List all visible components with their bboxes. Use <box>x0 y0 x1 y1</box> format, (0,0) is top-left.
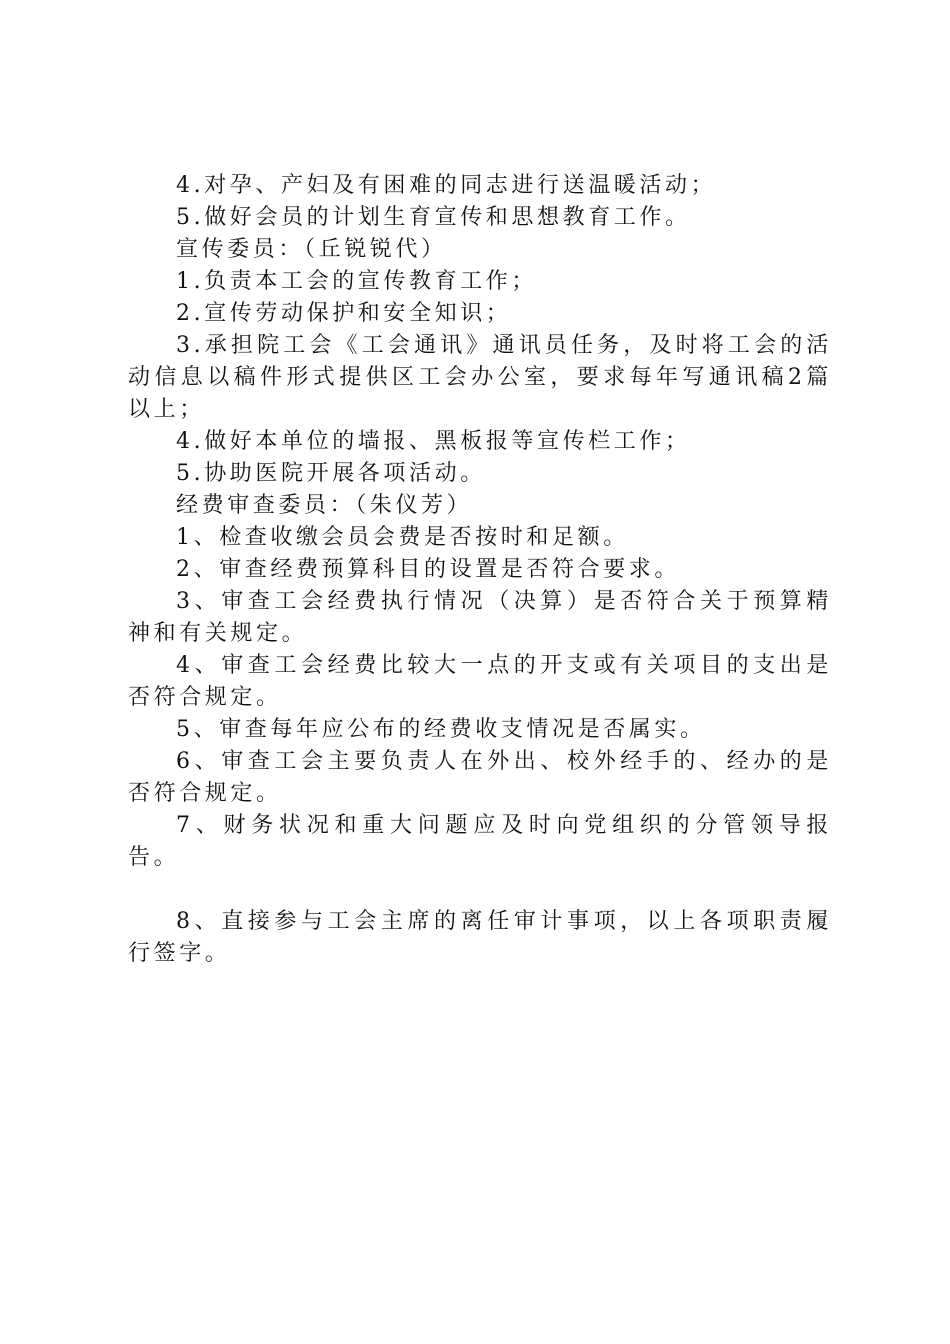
paragraph-audit-5: 5、审查每年应公布的经费收支情况是否属实。 <box>176 717 706 742</box>
paragraph-audit-4: 4、审查工会经费比较大一点的开支或有关项目的支出是否符合规定。 <box>128 653 832 710</box>
paragraph-audit-3: 3、审查工会经费执行情况（决算）是否符合关于预算精神和有关规定。 <box>128 589 832 646</box>
paragraph-audit-8: 8、直接参与工会主席的离任审计事项，以上各项职责履行签字。 <box>128 909 832 966</box>
paragraph-publicity-5: 5.协助医院开展各项活动。 <box>176 461 486 486</box>
paragraph-audit-7: 7、财务状况和重大问题应及时向党组织的分管领导报告。 <box>128 813 832 870</box>
document-body <box>128 170 832 970</box>
paragraph-audit-1: 1、检查收缴会员会费是否按时和足额。 <box>176 525 629 550</box>
paragraph-audit-6: 6、审查工会主要负责人在外出、校外经手的、经办的是否符合规定。 <box>128 749 832 806</box>
paragraph-publicity-3: 3.承担院工会《工会通讯》通讯员任务，及时将工会的活动信息以稿件形式提供区工会办公室，要求每年写通讯稿2篇以上； <box>128 333 832 422</box>
paragraph-publicity-4: 4.做好本单位的墙报、黑板报等宣传栏工作； <box>176 429 691 454</box>
paragraph-item-5-education: 5.做好会员的计划生育宣传和思想教育工作。 <box>176 205 691 230</box>
paragraph-item-4-care: 4.对孕、产妇及有困难的同志进行送温暖活动； <box>176 173 717 198</box>
section-heading-audit: 经费审查委员：（朱仪芳） <box>176 493 473 518</box>
paragraph-audit-2: 2、审查经费预算科目的设置是否符合要求。 <box>176 557 680 582</box>
paragraph-publicity-1: 1.负责本工会的宣传教育工作； <box>176 269 537 294</box>
blank-line <box>128 874 832 906</box>
paragraph-publicity-2: 2.宣传劳动保护和安全知识； <box>176 301 512 326</box>
section-heading-publicity: 宣传委员：（丘锐锐代） <box>176 237 447 262</box>
